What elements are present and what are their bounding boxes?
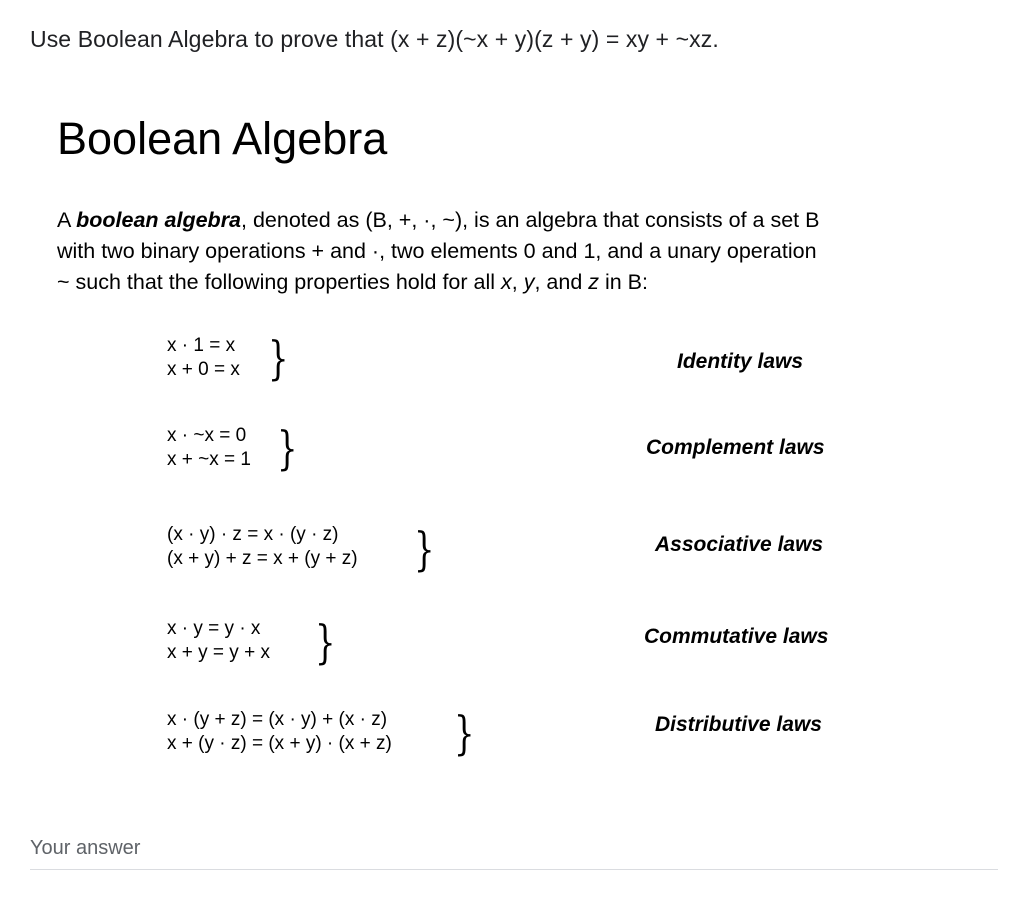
comma-and: , and [534, 270, 589, 294]
definition-text-2: , denoted as (B, +, ·, ~), is an algebra that consists of a set B [241, 208, 820, 232]
right-brace-icon: } [454, 706, 475, 760]
law-equation-1: x · ~x = 0 [167, 425, 247, 446]
law-equation-2: (x + y) + z = x + (y + z) [167, 548, 358, 569]
answer-label: Your answer [30, 837, 141, 859]
definition-text-1: A [57, 208, 77, 232]
law-row-identity [0, 331, 1024, 394]
definition-text-4: ~ such that the following properties hold for all [57, 270, 501, 294]
law-equation-2: x + (y · z) = (x + y) · (x + z) [167, 733, 392, 754]
law-equation-2: x + ~x = 1 [167, 449, 251, 470]
law-name: Identity laws [677, 350, 804, 373]
var-x: x [501, 270, 512, 294]
law-name: Complement laws [646, 436, 825, 459]
law-equations [167, 708, 392, 756]
law-equation-1: (x · y) · z = x · (y · z) [167, 524, 339, 545]
law-equation-1: x · 1 = x [167, 335, 236, 356]
law-equation-2: x + y = y + x [167, 642, 270, 663]
law-name: Associative laws [655, 533, 824, 556]
comma-1: , [511, 270, 524, 294]
right-brace-icon: } [414, 522, 435, 576]
law-row-commutative [0, 617, 1024, 677]
law-equations [167, 424, 251, 472]
law-equations [167, 523, 358, 571]
law-row-distributive [0, 708, 1024, 768]
definition-text-3: with two binary operations + and ·, two elements 0 and 1, and a unary operation [57, 239, 817, 263]
var-z: z [588, 270, 599, 294]
answer-input[interactable] [30, 841, 998, 870]
law-name: Distributive laws [655, 713, 822, 736]
definition-paragraph [57, 205, 957, 298]
law-name: Commutative laws [644, 625, 829, 648]
question-text: Use Boolean Algebra to prove that (x + z)(~x + y)(z + y) = xy + ~xz. [30, 26, 719, 52]
law-equation-2: x + 0 = x [167, 359, 240, 380]
right-brace-icon: } [268, 331, 289, 385]
law-equations [167, 617, 270, 665]
definition-term: boolean algebra [76, 208, 242, 232]
law-equation-1: x · (y + z) = (x · y) + (x · z) [167, 709, 388, 730]
law-equation-1: x · y = y · x [167, 618, 261, 639]
var-y: y [523, 270, 535, 294]
law-equations [167, 334, 240, 382]
right-brace-icon: } [315, 615, 336, 669]
law-row-associative [0, 523, 1024, 583]
right-brace-icon: } [277, 421, 298, 475]
law-row-complement [0, 421, 1024, 484]
definition-text-5: in B: [599, 270, 648, 294]
figure-title: Boolean Algebra [57, 113, 388, 164]
